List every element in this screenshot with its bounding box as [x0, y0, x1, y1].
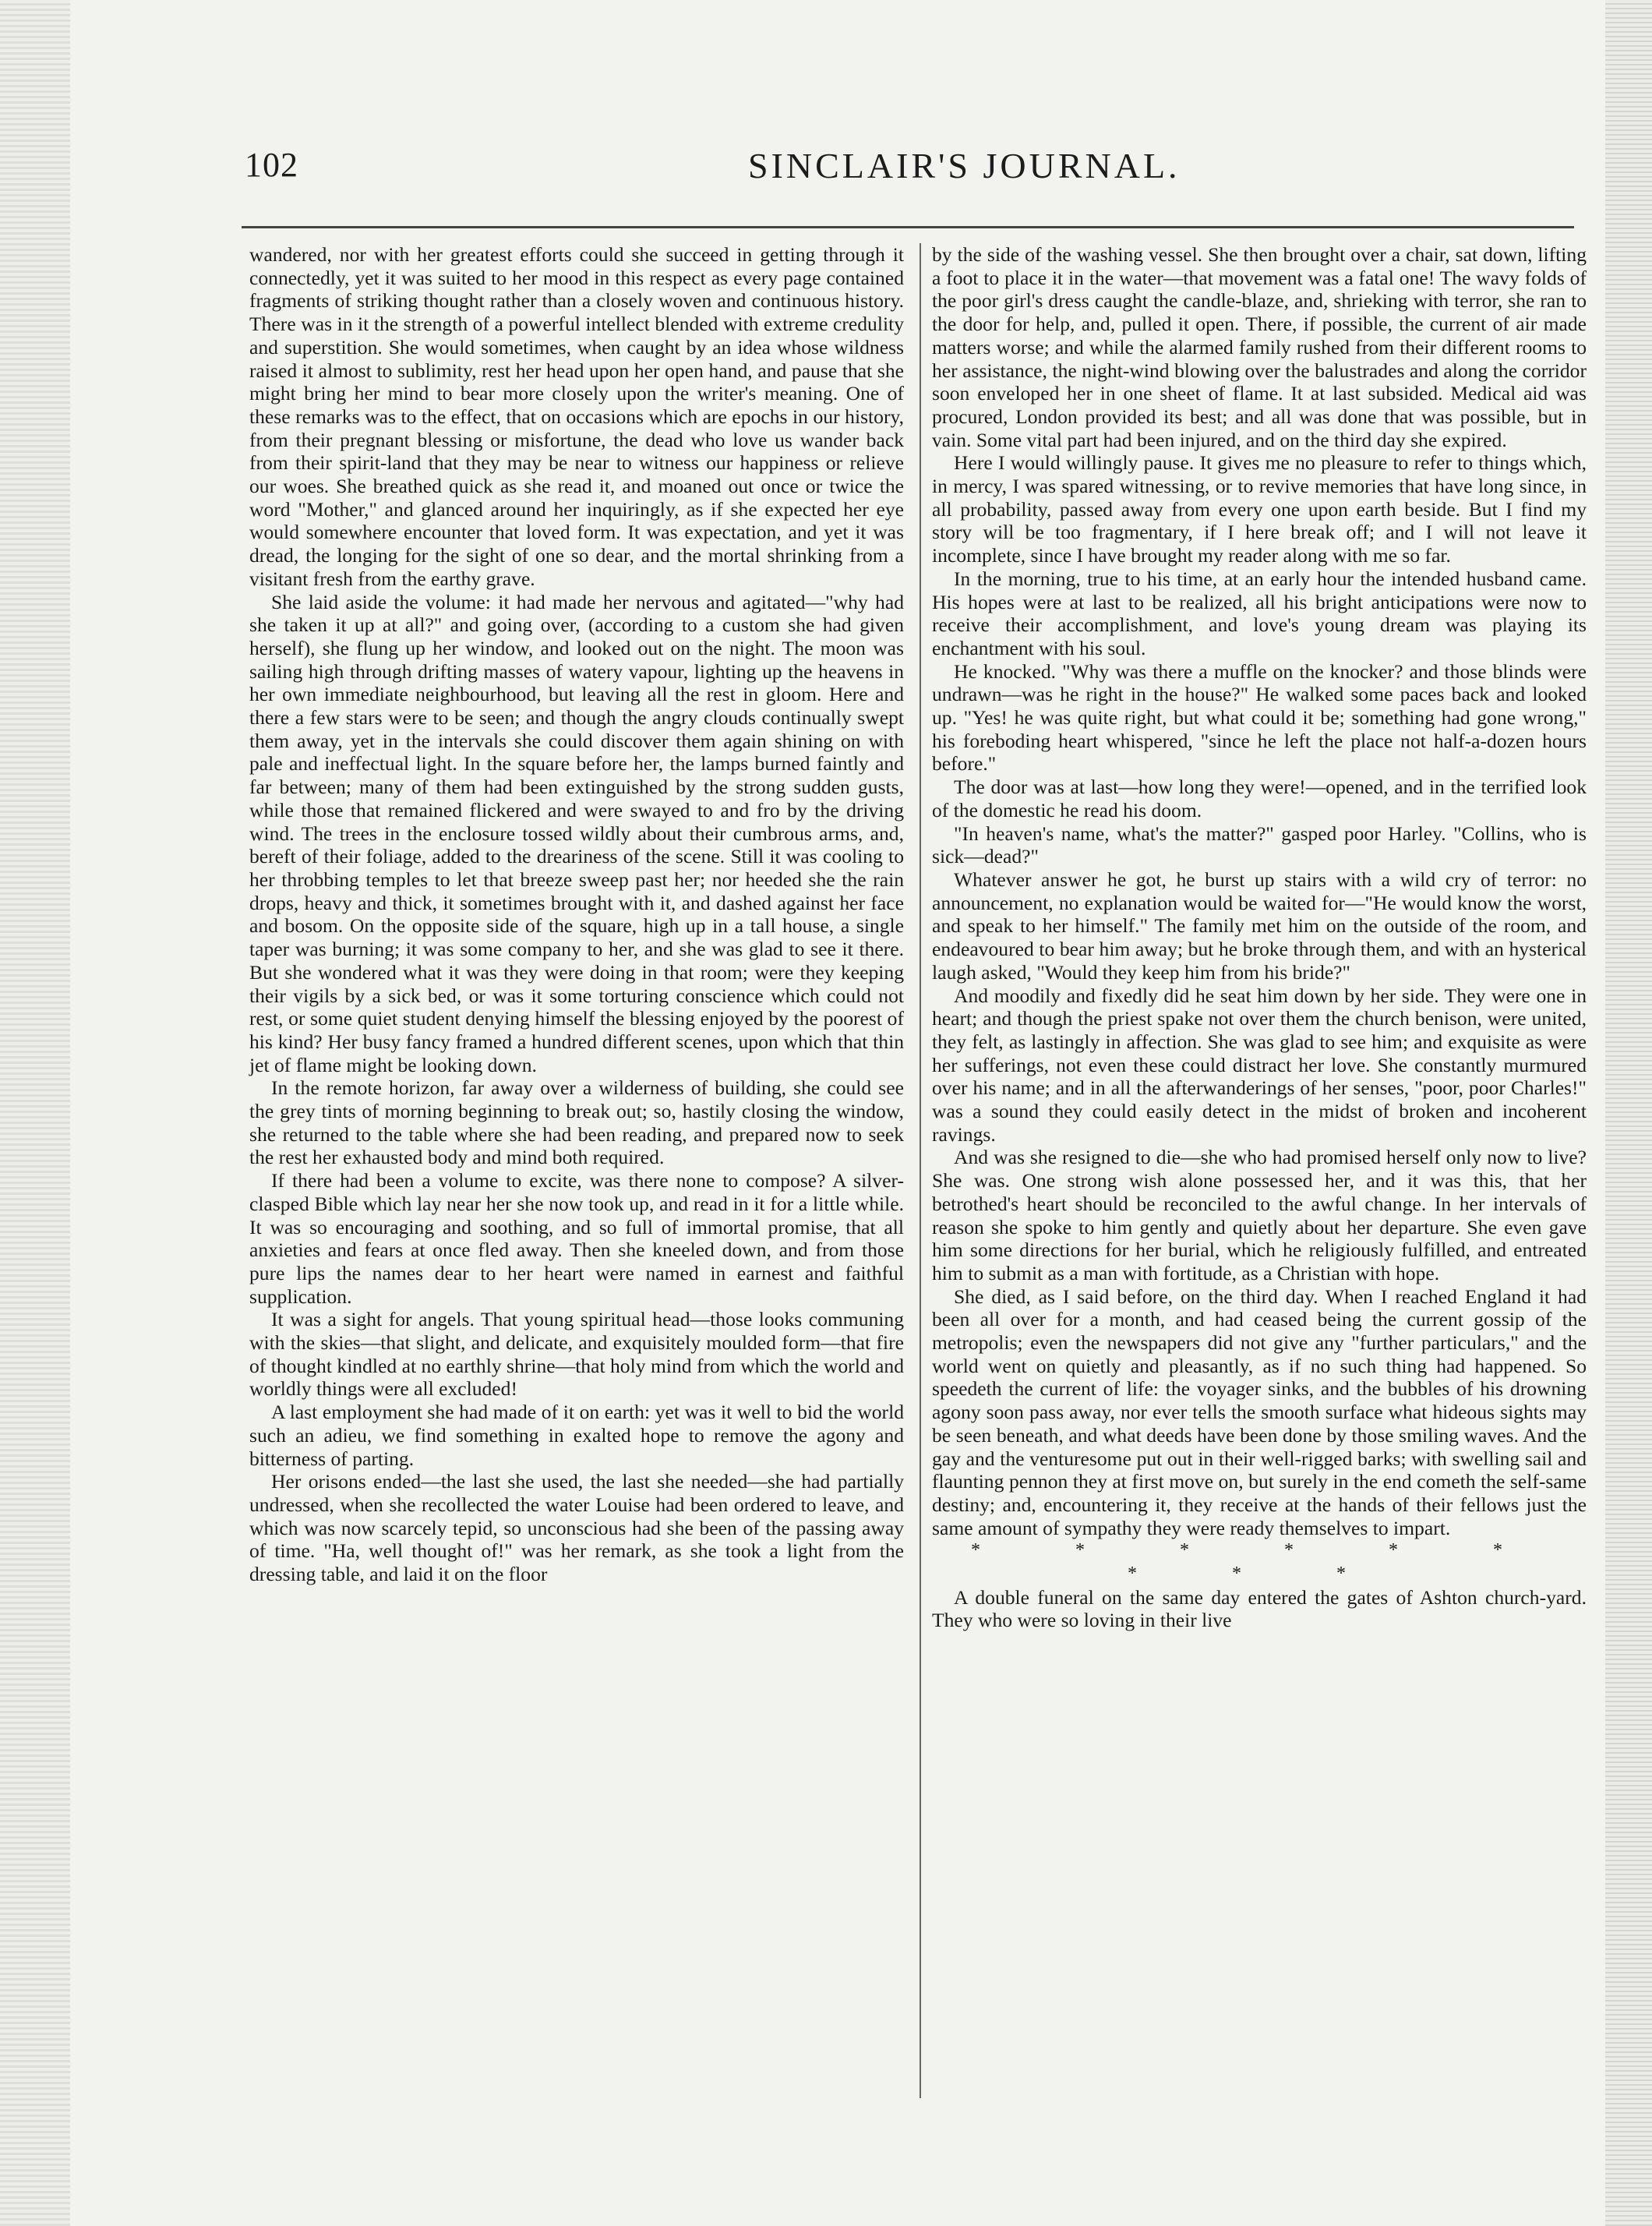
paragraph: by the side of the washing vessel. She then brought over a chair, sat down, lifting a foot to place it in the water—that movement was a fatal one! The wavy folds of the poor girl's dress caught the candle-blaze, and, shrieking with terror, she ran to the door for help, and, pulled it open. There, if possible, the current of air made matters worse; and while the alarmed family rushed from their different rooms to her assistance, the night-wind blowing over the balustrades and along the corridor soon enveloped her in one sheet of flame. It at last subsided. Medical aid was procured, London provided its best; and all was done that was possible, but in vain. Some vital part had been injured, and on the third day she expired.	[932, 243, 1587, 451]
paragraph: It was a sight for angels. That young spiritual head—those looks communing with the skies—that slight, and delicate, and exquisitely moulded form—that fire of thought kindled at no earthly shrine—that holy mind from which the world and worldly things were all excluded!	[249, 1308, 904, 1401]
page-edge-right	[1605, 0, 1652, 2226]
running-head: SINCLAIR'S JOURNAL.	[748, 146, 1181, 186]
paragraph: If there had been a volume to excite, was there none to compose? A silver-clasped Bible which lay near her she now took up, and read in it for a little while. It was so encouraging and soothing, and so full of immortal promise, that all anxieties and fears at once fled away. Then she kneeled down, and from those pure lips the names dear to her heart were named in earnest and faithful supplication.	[249, 1169, 904, 1308]
paragraph: Her orisons ended—the last she used, the last she needed—she had partially undressed, when she recollected the water Louise had been ordered to leave, and which was now scarcely tepid, so unconscious had she been of the passing away of time. "Ha, well thought of!" was her remark, as she took a light from the dressing table, and laid it on the floor	[249, 1470, 904, 1586]
paragraph: A last employment she had made of it on earth: yet was it well to bid the world such an adieu, we find something in exalted hope to remove the agony and bitterness of parting.	[249, 1401, 904, 1470]
left-column	[249, 243, 904, 2098]
header-rule	[242, 226, 1574, 228]
paragraph: A double funeral on the same day entered the gates of Ashton church-yard. They who were so loving in their live	[932, 1585, 1587, 1632]
column-rule	[920, 243, 921, 2098]
paragraph: "In heaven's name, what's the matter?" gasped poor Harley. "Collins, who is sick—dead?"	[932, 822, 1587, 868]
paragraph: wandered, nor with her greatest efforts could she succeed in getting through it connectedly, yet it was suited to her mood in this respect as every page contained fragments of striking thought rather than a closely woven and continuous history. There was in it the strength of a powerful intellect blended with extreme credulity and superstition. She would sometimes, when caught by an idea whose wildness raised it almost to sublimity, rest her head upon her open hand, and pause that she might bring her mind to bear more closely upon the writer's meaning. One of these remarks was to the effect, that on occasions which are epochs in our history, from their pregnant blessing or misfortune, the dead who love us wander back from their spirit-land that they may be near to witness our happiness or relieve our woes. She breathed quick as she read it, and moaned out once or twice the word "Mother," and glanced around her inquiringly, as if she expected her eye would somewhere encounter that loved form. It was expectation, and yet it was dread, the longing for the sight of one so dear, and the mortal shrinking from a visitant fresh from the earthy grave.	[249, 243, 904, 590]
paragraph: Whatever answer he got, he burst up stairs with a wild cry of terror: no announcement, no explanation would be waited for—"He would know the worst, and speak to her himself." The family met him on the outside of the room, and endeavoured to bear him away; but he broke through them, and with an hysterical laugh asked, "Would they keep him from his bride?"	[932, 867, 1587, 984]
paragraph: Here I would willingly pause. It gives me no pleasure to refer to things which, in mercy, I was spared witnessing, or to revive memories that have long since, in all probability, passed away from every one upon earth beside. But I find my story will be too fragmentary, if I here break off; and I will not leave it incomplete, since I have brought my reader along with me so far.	[932, 451, 1587, 567]
paragraph: She laid aside the volume: it had made her nervous and agitated—"why had she taken it up at all?" and going over, (according to a custom she had given herself), she flung up her window, and looked out on the night. The moon was sailing high through drifting masses of watery vapour, lighting up the heavens in her own immediate neighbourhood, but leaving all the rest in gloom. Here and there a few stars were to be seen; and though the angry clouds continually swept them away, yet in the intervals she could discover them again shining on with pale and ineffectual light. In the square before her, the lamps burned faintly and far between; many of them had been extinguished by the strong sudden gusts, while those that remained flickered and were swayed to and fro by the driving wind. The trees in the enclosure tossed wildly about their cumbrous arms, and, bereft of their foliage, added to the dreariness of the scene. Still it was cooling to her throbbing temples to let that breeze sweep past her; nor heeded she the rain drops, heavy and thick, it sometimes brought with it, and dashed against her face and bosom. On the opposite side of the square, high up in a tall house, a single taper was burning; it was some company to her, and she was glad to see it there. But she wondered what it was they were doing in that room; were they keeping their vigils by a sick bed, or was it some torturing conscience which could not rest, or some quiet student denying himself the blessing enjoyed by the poorest of his kind? Her busy fancy framed a hundred different scenes, upon which that thin jet of flame might be looking down.	[249, 590, 904, 1076]
paragraph: She died, as I said before, on the third day. When I reached England it had been all over for a month, and had ceased being the current gossip of the metropolis; even the newspapers did not give any "further particulars," and the world went on quietly and pleasantly, as if no such thing had happened. So speedeth the current of life: the voyager sinks, and the bubbles of his drowning agony soon pass away, nor ever tells the smooth surface what hideous sights may be seen beneath, and what deeds have been done by those smiling waves. And the gay and the venturesome put out in their well-rigged barks; with swelling sail and flaunting pennon they at first move on, but surely in the end cometh the self-same destiny; and, encountering it, they receive at the hands of their fellows just the same amount of sympathy they were ready themselves to impart.	[932, 1284, 1587, 1539]
paragraph: In the remote horizon, far away over a wilderness of building, she could see the grey tints of morning beginning to break out; so, hastily closing the window, she returned to the table where she had been reading, and prepared now to seek the rest her exhausted body and mind both required.	[249, 1076, 904, 1169]
page-edge-left	[0, 0, 70, 2226]
paragraph: He knocked. "Why was there a muffle on the knocker? and those blinds were undrawn—was he right in the house?" He walked some paces back and looked up. "Yes! he was quite right, but what could it be; something had gone wrong," his foreboding heart whispered, "since he left the place not half-a-dozen hours before."	[932, 659, 1587, 776]
paragraph: And was she resigned to die—she who had promised herself only now to live? She was. One strong wish alone possessed her, and it was this, that her betrothed's heart should be reconciled to the awful change. In her intervals of reason she spoke to him gently and quietly about her departure. She even gave him some directions for her burial, which he religiously fulfilled, and entreated him to submit as a man with fortitude, as a Christian with hope.	[932, 1146, 1587, 1284]
page-header	[234, 140, 1574, 203]
paragraph: The door was at last—how long they were!—opened, and in the terrified look of the domestic he read his doom.	[932, 776, 1587, 822]
section-break-asterisms: * * * * * * * * *	[971, 1540, 1548, 1585]
right-column	[932, 243, 1587, 2098]
paragraph: And moodily and fixedly did he seat him down by her side. They were one in heart; and though the priest spake not over them the church benison, were united, they felt, as lastingly in affection. She was glad to see him; and exquisite as were her sufferings, not even these could distract her love. She constantly murmured over his name; and in all the afterwanderings of her senses, "poor, poor Charles!" was a sound they could easily detect in the midst of broken and incoherent ravings.	[932, 984, 1587, 1146]
paragraph: In the morning, true to his time, at an early hour the intended husband came. His hopes were at last to be realized, all his bright anticipations were now to receive their accomplishment, and love's young dream was playing its enchantment with his soul.	[932, 567, 1587, 659]
page-number: 102	[245, 146, 298, 184]
